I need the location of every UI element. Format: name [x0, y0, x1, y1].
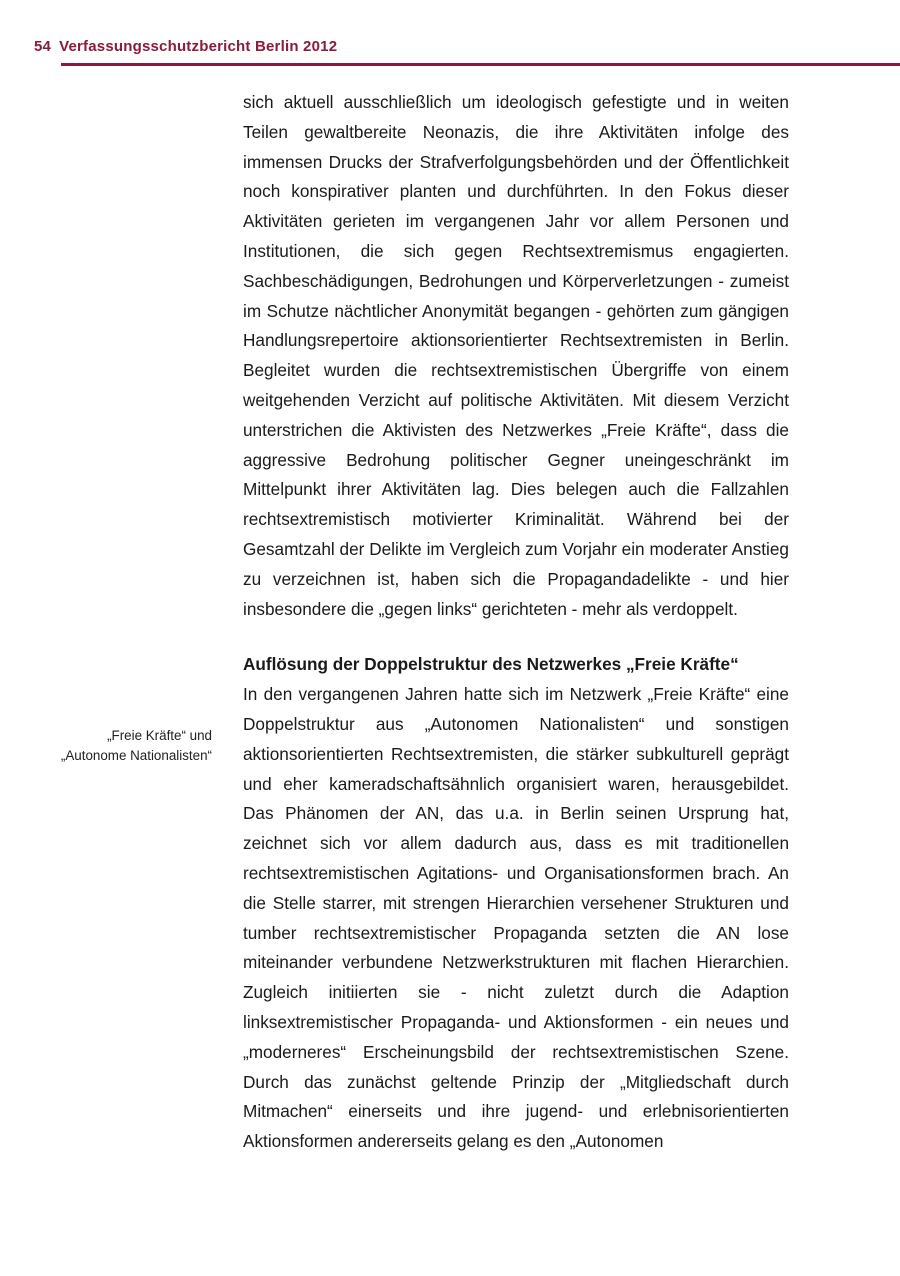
- main-text-column: [243, 88, 789, 1157]
- page-number: 54: [34, 38, 52, 55]
- running-header: [34, 38, 337, 55]
- margin-note: „Freie Kräfte“ und „Autonome Nationalisten“: [60, 728, 212, 763]
- section-heading: Auflösung der Doppelstruktur des Netzwerkes „Freie Kräfte“: [243, 654, 739, 675]
- publication-title: Verfassungsschutzbericht Berlin 2012: [59, 38, 338, 55]
- header-rule: [61, 63, 900, 66]
- body-paragraph-2: In den vergangenen Jahren hatte sich im Netzwerk „Freie Kräfte“ eine Doppelstruktur aus „Autonomen Nationalisten“ und sonstigen aktionsorientierten Rechtsextremisten, die stärker subkulturell geprägt und eher kameradschaftsähnlich organisiert waren, herausgebildet. Das Phänomen der AN, das u.a. in Berlin seinen Ursprung hat, zeichnet sich vor allem dadurch aus, dass es mit traditionellen rechtsextremistischen Agitations- und Organisationsformen brach. An die Stelle starrer, mit strengen Hierarchien versehener Strukturen und tumber rechtsextremistischer Propaganda setzten die AN lose miteinander verbundene Netzwerkstrukturen mit flachen Hierarchien. Zugleich initiierten sie - nicht zuletzt durch die Adaption linksextremistischer Propaganda- und Aktionsformen - ein neues und „moderneres“ Erscheinungsbild der rechtsextremistischen Szene. Durch das zunächst geltende Prinzip der „Mitgliedschaft durch Mitmachen“ einerseits und ihre jugend- und erlebnisorientierten Aktionsformen andererseits gelang es den „Autonomen: [243, 684, 789, 1152]
- body-paragraph-1: sich aktuell ausschließlich um ideologisch gefestigte und in weiten Teilen gewaltbereite Neonazis, die ihre Aktivitäten infolge des immensen Drucks der Strafverfolgungsbehörden und der Öffentlichkeit noch konspirativer planten und durchführten. In den Fokus dieser Aktivitäten gerieten im vergangenen Jahr vor allem Personen und Institutionen, die sich gegen Rechtsextremismus engagierten. Sachbeschädigungen, Bedrohungen und Körperverletzungen - zumeist im Schutze nächtlicher Anonymität begangen - gehörten zum gängigen Handlungsrepertoire aktionsorientierter Rechtsextremisten in Berlin. Begleitet wurden die rechtsextremistischen Übergriffe von einem weitgehenden Verzicht auf politische Aktivitäten. Mit diesem Verzicht unterstrichen die Aktivisten des Netzwerkes „Freie Kräfte“, dass die aggressive Bedrohung politischer Gegner uneingeschränkt im Mittelpunkt ihrer Aktivitäten lag. Dies belegen auch die Fallzahlen rechtsextremistisch motivierter Kriminalität. Während bei der Gesamtzahl der Delikte im Vergleich zum Vorjahr ein moderater Anstieg zu verzeichnen ist, haben sich die Propagandadelikte - und hier insbesondere die „gegen links“ gerichteten - mehr als verdoppelt.: [243, 92, 789, 619]
- page-header: [34, 38, 900, 68]
